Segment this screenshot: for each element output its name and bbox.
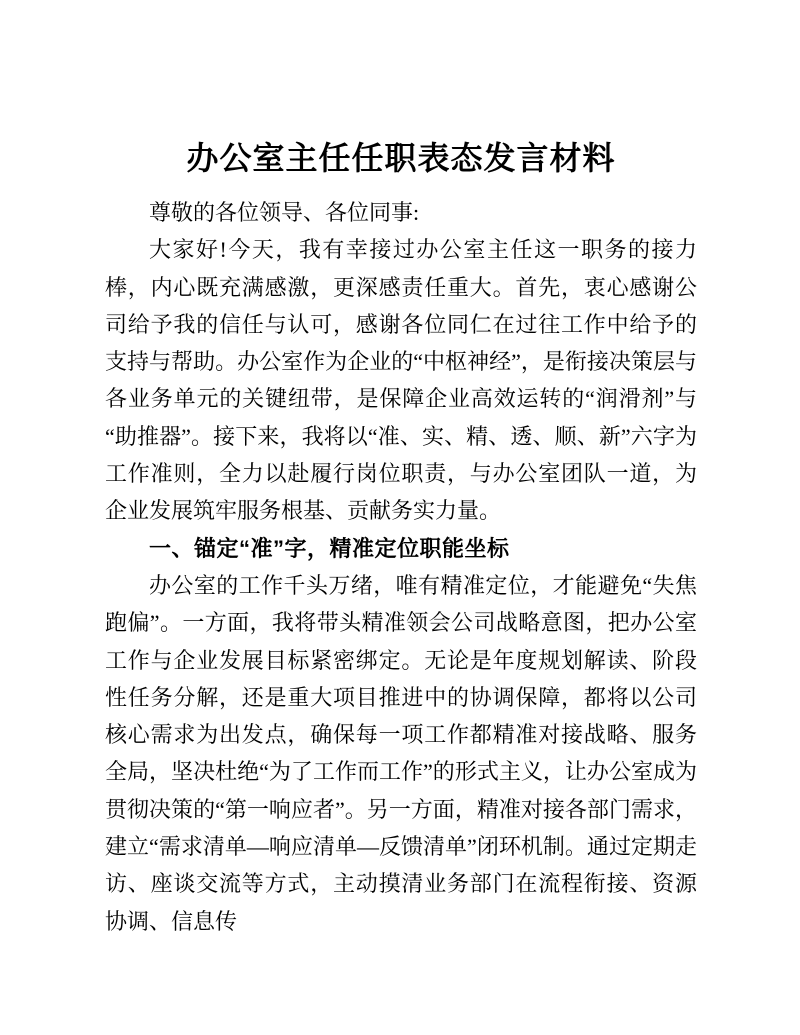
salutation-line: 尊敬的各位领导、各位同事:: [149, 200, 420, 225]
section-1-paragraph: 办公室的工作千头万绪，唯有精准定位，才能避免“失焦跑偏”。一方面，我将带头精准领会公司战略意图，把办公室工作与企业发展目标紧密绑定。无论是年度规划解读、阶段性任务分解，还是重大项目推进中的协调保障，都将以公司核心需求为出发点，确保每一项工作都精准对接战略、服务全局，坚决杜绝“为了工作而工作”的形式主义，让办公室成为贯彻决策的“第一响应者”。另一方面，精准对接各部门需求，建立“需求清单—响应清单—反馈清单”闭环机制。通过定期走访、座谈交流等方式，主动摸清业务部门在流程衔接、资源协调、信息传: [105, 572, 697, 934]
opening-paragraph: 大家好!今天，我有幸接过办公室主任这一职务的接力棒，内心既充满感激，更深感责任重大。首先，衷心感谢公司给予我的信任与认可，感谢各位同仁在过往工作中给予的支持与帮助。办公室作为企业的“中枢神经”，是衔接决策层与各业务单元的关键纽带，是保障企业高效运转的“润滑剂”与“助推器”。接下来，我将以“准、实、精、透、顺、新”六字为工作准则，全力以赴履行岗位职责，与办公室团队一道，为企业发展筑牢服务根基、贡献务实力量。: [105, 237, 697, 524]
document-title: 办公室主任任职表态发言材料: [186, 140, 616, 176]
section-heading-1: 一、锚定“准”字，精准定位职能坐标: [149, 535, 510, 561]
